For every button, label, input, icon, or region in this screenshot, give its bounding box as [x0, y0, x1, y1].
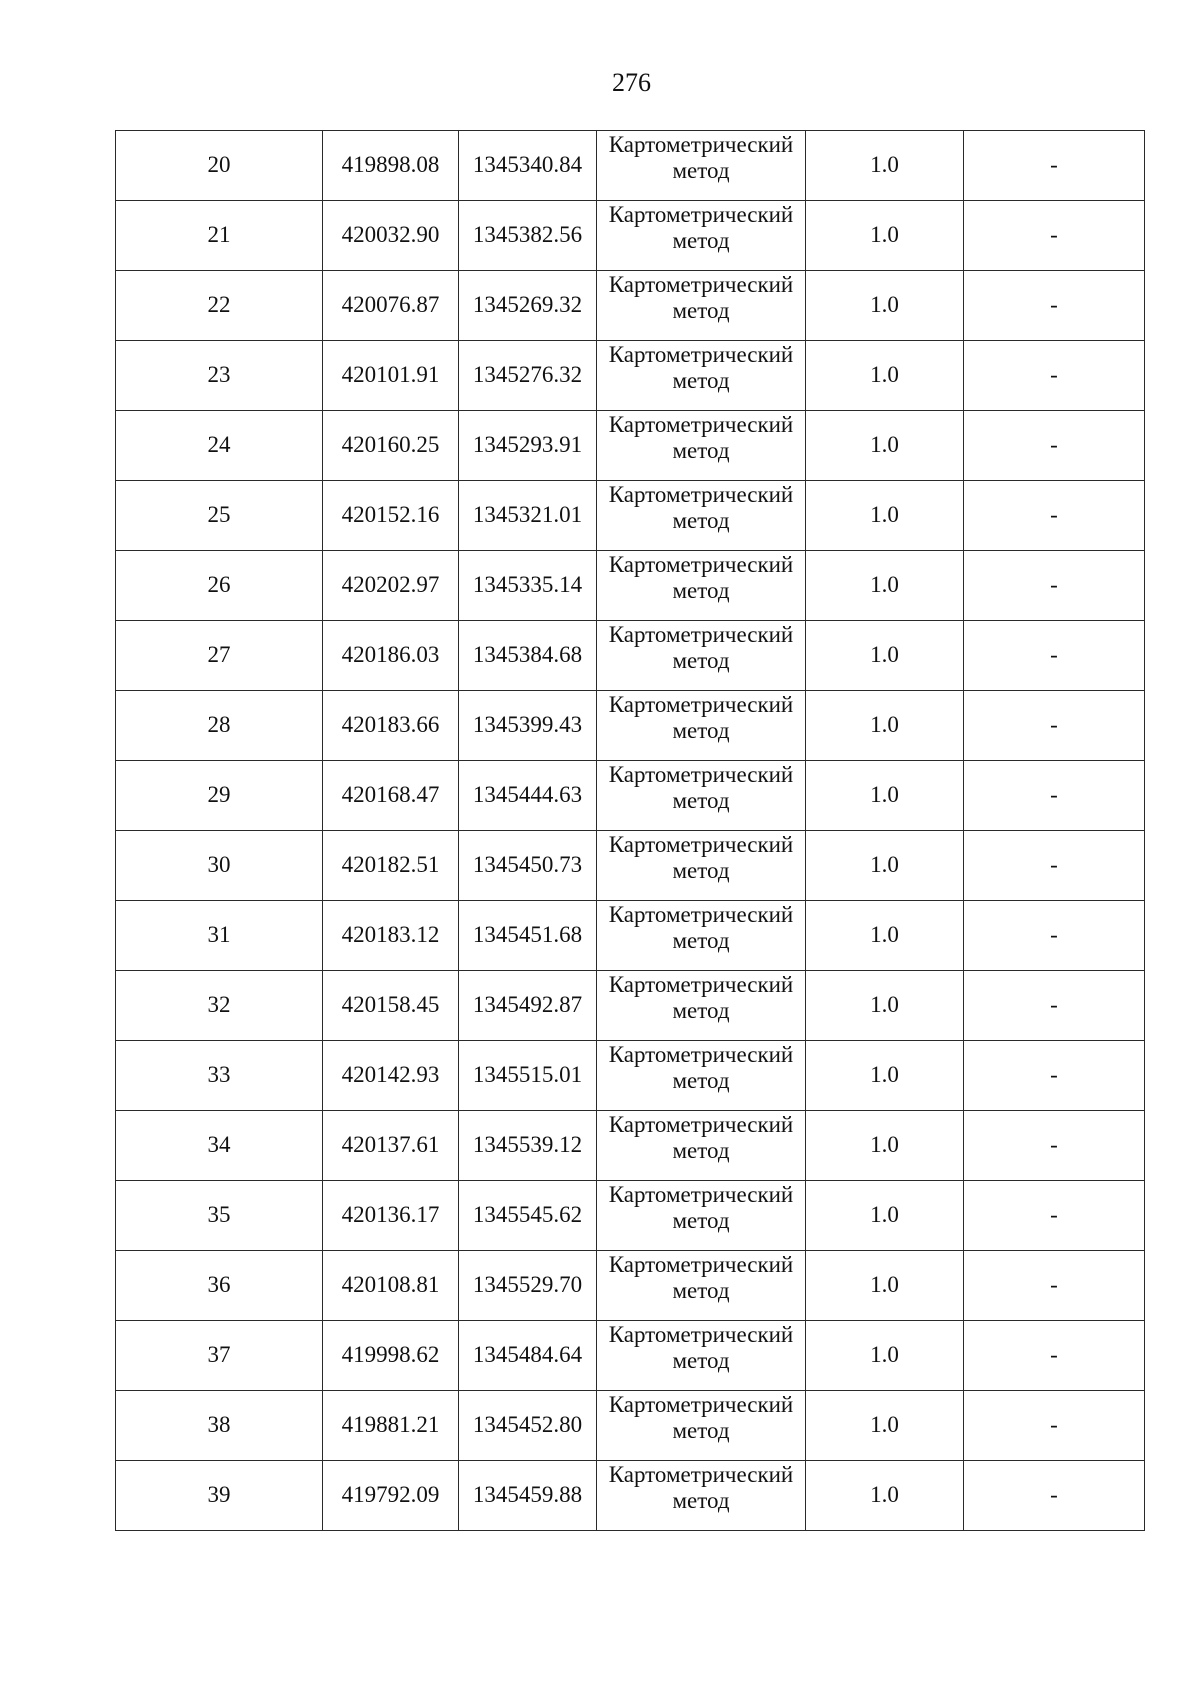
y-coordinate-cell: 1345452.80 — [459, 1391, 597, 1461]
point-number-cell: 20 — [116, 131, 323, 201]
method-text: метод — [672, 1208, 730, 1234]
method-text: Картометрический — [608, 1462, 794, 1487]
note-cell: - — [964, 901, 1145, 971]
method-text: метод — [672, 298, 730, 324]
y-coordinate-cell: 1345451.68 — [459, 901, 597, 971]
method-text: метод — [672, 1418, 730, 1444]
method-text: Картометрический — [608, 692, 794, 717]
method-text: Картометрический — [608, 272, 794, 297]
x-coordinate-cell: 420183.12 — [323, 901, 459, 971]
y-coordinate-cell: 1345335.14 — [459, 551, 597, 621]
method-text: метод — [672, 998, 730, 1024]
table-row — [116, 1251, 1145, 1321]
method-text: метод — [672, 1138, 730, 1164]
point-number-cell: 28 — [116, 691, 323, 761]
note-cell: - — [964, 271, 1145, 341]
point-number-cell: 38 — [116, 1391, 323, 1461]
accuracy-cell: 1.0 — [806, 1321, 964, 1391]
method-text: Картометрический — [608, 1042, 794, 1067]
x-coordinate-cell: 420108.81 — [323, 1251, 459, 1321]
method-text: метод — [672, 928, 730, 954]
method-cell — [597, 551, 806, 621]
y-coordinate-cell: 1345450.73 — [459, 831, 597, 901]
y-coordinate-cell: 1345545.62 — [459, 1181, 597, 1251]
accuracy-cell: 1.0 — [806, 621, 964, 691]
x-coordinate-cell: 420032.90 — [323, 201, 459, 271]
method-cell — [597, 1391, 806, 1461]
x-coordinate-cell: 419881.21 — [323, 1391, 459, 1461]
table-row — [116, 901, 1145, 971]
method-text: Картометрический — [608, 1322, 794, 1347]
note-cell: - — [964, 1111, 1145, 1181]
method-cell — [597, 901, 806, 971]
accuracy-cell: 1.0 — [806, 481, 964, 551]
accuracy-cell: 1.0 — [806, 1251, 964, 1321]
y-coordinate-cell: 1345276.32 — [459, 341, 597, 411]
method-text: метод — [672, 1278, 730, 1304]
y-coordinate-cell: 1345321.01 — [459, 481, 597, 551]
table-row — [116, 1461, 1145, 1531]
coordinates-table-body — [116, 131, 1145, 1531]
point-number-cell: 34 — [116, 1111, 323, 1181]
point-number-cell: 36 — [116, 1251, 323, 1321]
method-text: Картометрический — [608, 412, 794, 437]
point-number-cell: 29 — [116, 761, 323, 831]
note-cell: - — [964, 621, 1145, 691]
method-cell — [597, 481, 806, 551]
method-text: метод — [672, 858, 730, 884]
method-cell — [597, 761, 806, 831]
x-coordinate-cell: 420136.17 — [323, 1181, 459, 1251]
method-text: Картометрический — [608, 1112, 794, 1137]
point-number-cell: 32 — [116, 971, 323, 1041]
method-text: метод — [672, 228, 730, 254]
accuracy-cell: 1.0 — [806, 971, 964, 1041]
x-coordinate-cell: 420160.25 — [323, 411, 459, 481]
accuracy-cell: 1.0 — [806, 201, 964, 271]
method-text: метод — [672, 158, 730, 184]
method-text: Картометрический — [608, 1252, 794, 1277]
accuracy-cell: 1.0 — [806, 691, 964, 761]
y-coordinate-cell: 1345492.87 — [459, 971, 597, 1041]
point-number-cell: 33 — [116, 1041, 323, 1111]
method-text: метод — [672, 368, 730, 394]
note-cell: - — [964, 1461, 1145, 1531]
method-cell — [597, 1461, 806, 1531]
method-cell — [597, 1181, 806, 1251]
method-cell — [597, 1321, 806, 1391]
point-number-cell: 21 — [116, 201, 323, 271]
point-number-cell: 31 — [116, 901, 323, 971]
accuracy-cell: 1.0 — [806, 271, 964, 341]
method-text: Картометрический — [608, 902, 794, 927]
note-cell: - — [964, 971, 1145, 1041]
point-number-cell: 22 — [116, 271, 323, 341]
y-coordinate-cell: 1345382.56 — [459, 201, 597, 271]
method-text: метод — [672, 1488, 730, 1514]
table-row — [116, 341, 1145, 411]
method-cell — [597, 131, 806, 201]
table-row — [116, 1111, 1145, 1181]
x-coordinate-cell: 420183.66 — [323, 691, 459, 761]
table-row — [116, 481, 1145, 551]
method-cell — [597, 621, 806, 691]
note-cell: - — [964, 691, 1145, 761]
note-cell: - — [964, 131, 1145, 201]
method-text: метод — [672, 438, 730, 464]
point-number-cell: 23 — [116, 341, 323, 411]
method-cell — [597, 691, 806, 761]
table-row — [116, 831, 1145, 901]
table-row — [116, 1321, 1145, 1391]
table-row — [116, 1041, 1145, 1111]
table-row — [116, 971, 1145, 1041]
method-cell — [597, 271, 806, 341]
method-text: Картометрический — [608, 622, 794, 647]
method-text: Картометрический — [608, 1182, 794, 1207]
accuracy-cell: 1.0 — [806, 1181, 964, 1251]
point-number-cell: 24 — [116, 411, 323, 481]
accuracy-cell: 1.0 — [806, 831, 964, 901]
method-text: метод — [672, 1348, 730, 1374]
table-row — [116, 1391, 1145, 1461]
x-coordinate-cell: 419898.08 — [323, 131, 459, 201]
x-coordinate-cell: 420168.47 — [323, 761, 459, 831]
x-coordinate-cell: 420076.87 — [323, 271, 459, 341]
method-cell — [597, 1251, 806, 1321]
x-coordinate-cell: 419998.62 — [323, 1321, 459, 1391]
point-number-cell: 26 — [116, 551, 323, 621]
note-cell: - — [964, 831, 1145, 901]
table-row — [116, 1181, 1145, 1251]
table-row — [116, 761, 1145, 831]
y-coordinate-cell: 1345340.84 — [459, 131, 597, 201]
method-cell — [597, 971, 806, 1041]
y-coordinate-cell: 1345384.68 — [459, 621, 597, 691]
point-number-cell: 30 — [116, 831, 323, 901]
x-coordinate-cell: 420182.51 — [323, 831, 459, 901]
note-cell: - — [964, 201, 1145, 271]
note-cell: - — [964, 341, 1145, 411]
y-coordinate-cell: 1345529.70 — [459, 1251, 597, 1321]
point-number-cell: 37 — [116, 1321, 323, 1391]
x-coordinate-cell: 420158.45 — [323, 971, 459, 1041]
y-coordinate-cell: 1345515.01 — [459, 1041, 597, 1111]
method-text: Картометрический — [608, 832, 794, 857]
method-cell — [597, 201, 806, 271]
coordinates-table — [115, 130, 1145, 1531]
method-text: метод — [672, 718, 730, 744]
point-number-cell: 39 — [116, 1461, 323, 1531]
table-row — [116, 131, 1145, 201]
accuracy-cell: 1.0 — [806, 1111, 964, 1181]
x-coordinate-cell: 420186.03 — [323, 621, 459, 691]
note-cell: - — [964, 1391, 1145, 1461]
y-coordinate-cell: 1345399.43 — [459, 691, 597, 761]
note-cell: - — [964, 761, 1145, 831]
method-text: метод — [672, 1068, 730, 1094]
method-text: Картометрический — [608, 762, 794, 787]
method-cell — [597, 1111, 806, 1181]
table-row — [116, 411, 1145, 481]
method-text: метод — [672, 788, 730, 814]
method-cell — [597, 1041, 806, 1111]
point-number-cell: 25 — [116, 481, 323, 551]
y-coordinate-cell: 1345539.12 — [459, 1111, 597, 1181]
method-text: метод — [672, 578, 730, 604]
note-cell: - — [964, 1321, 1145, 1391]
table-row — [116, 691, 1145, 761]
x-coordinate-cell: 420152.16 — [323, 481, 459, 551]
method-cell — [597, 831, 806, 901]
method-text: метод — [672, 508, 730, 534]
y-coordinate-cell: 1345459.88 — [459, 1461, 597, 1531]
table-row — [116, 621, 1145, 691]
accuracy-cell: 1.0 — [806, 901, 964, 971]
y-coordinate-cell: 1345444.63 — [459, 761, 597, 831]
accuracy-cell: 1.0 — [806, 1461, 964, 1531]
accuracy-cell: 1.0 — [806, 411, 964, 481]
method-text: метод — [672, 648, 730, 674]
accuracy-cell: 1.0 — [806, 551, 964, 621]
accuracy-cell: 1.0 — [806, 131, 964, 201]
x-coordinate-cell: 420101.91 — [323, 341, 459, 411]
method-cell — [597, 341, 806, 411]
x-coordinate-cell: 420142.93 — [323, 1041, 459, 1111]
x-coordinate-cell: 420202.97 — [323, 551, 459, 621]
method-text: Картометрический — [608, 482, 794, 507]
method-text: Картометрический — [608, 342, 794, 367]
accuracy-cell: 1.0 — [806, 1041, 964, 1111]
method-text: Картометрический — [608, 972, 794, 997]
accuracy-cell: 1.0 — [806, 761, 964, 831]
x-coordinate-cell: 420137.61 — [323, 1111, 459, 1181]
note-cell: - — [964, 481, 1145, 551]
note-cell: - — [964, 1181, 1145, 1251]
table-row — [116, 201, 1145, 271]
method-text: Картометрический — [608, 1392, 794, 1417]
accuracy-cell: 1.0 — [806, 1391, 964, 1461]
table-row — [116, 271, 1145, 341]
y-coordinate-cell: 1345269.32 — [459, 271, 597, 341]
note-cell: - — [964, 411, 1145, 481]
page-number: 276 — [612, 68, 651, 97]
method-text: Картометрический — [608, 552, 794, 577]
x-coordinate-cell: 419792.09 — [323, 1461, 459, 1531]
table-row — [116, 551, 1145, 621]
method-cell — [597, 411, 806, 481]
method-text: Картометрический — [608, 132, 794, 157]
y-coordinate-cell: 1345484.64 — [459, 1321, 597, 1391]
note-cell: - — [964, 1251, 1145, 1321]
point-number-cell: 27 — [116, 621, 323, 691]
note-cell: - — [964, 551, 1145, 621]
y-coordinate-cell: 1345293.91 — [459, 411, 597, 481]
note-cell: - — [964, 1041, 1145, 1111]
accuracy-cell: 1.0 — [806, 341, 964, 411]
method-text: Картометрический — [608, 202, 794, 227]
point-number-cell: 35 — [116, 1181, 323, 1251]
